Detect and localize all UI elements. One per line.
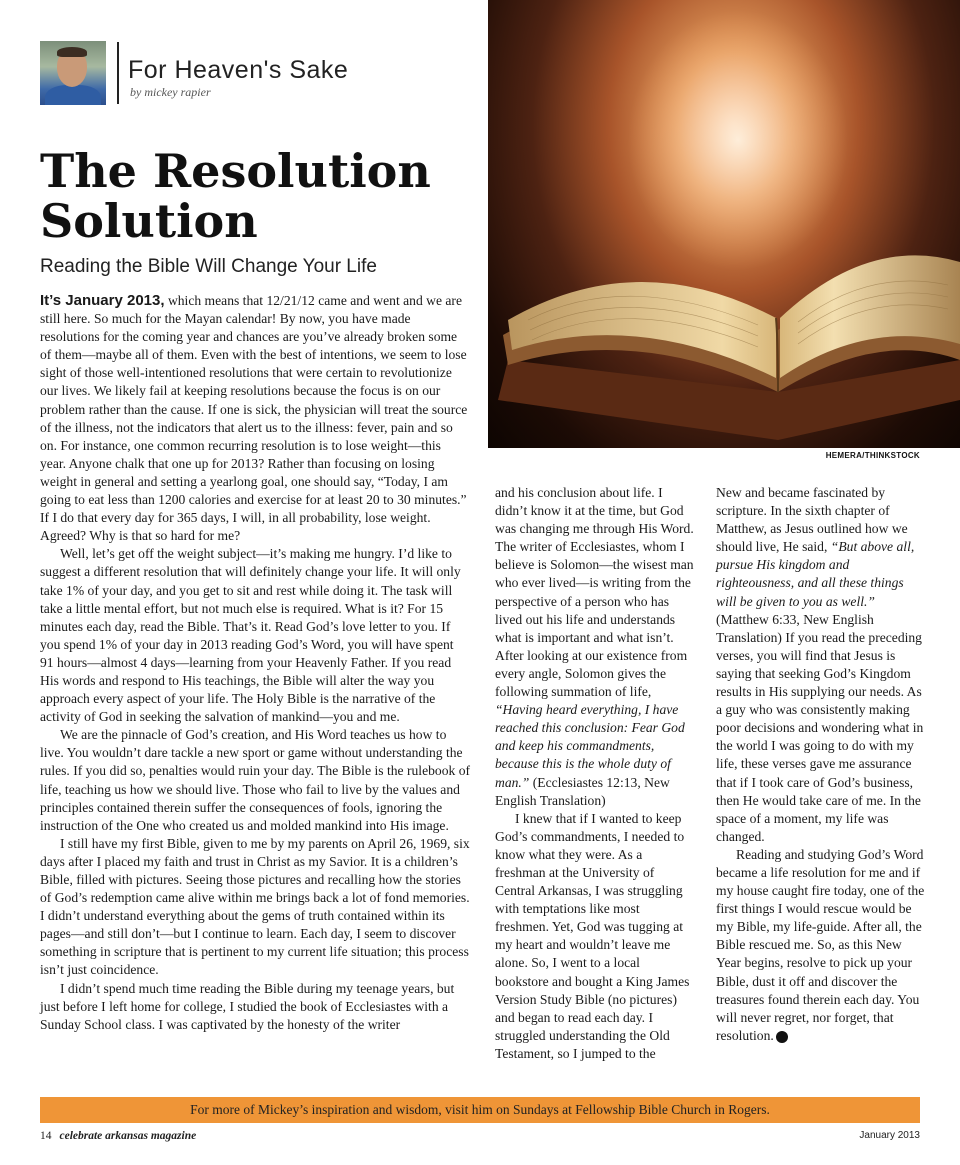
- paragraph: [716, 484, 926, 846]
- paragraph: We are the pinnacle of God’s creation, and His Word teaches us how to live. You wouldn’t dare tackle a new sport or game without understanding the rules. If you did so, penalties would ruin your day. The Bible is the rulebook of life, teaching us how we should live. Those who fail to live by the values and principles contained therein suffer the consequences of fools, ignoring the instruction of the One who created us and molded mankind into His image.: [40, 727, 471, 833]
- paragraph: I knew that if I wanted to keep God’s commandments, I needed to know what they were. As a freshman at the University of Central Arkansas, I was struggling with temptations like most freshmen. Yet, God was tugging at my heart and wouldn’t leave me alone. So, I went to a local bookstore and bought a King James Version Study Bible (no pictures) and began to read each day. I struggled understanding the Old Testament, so I jumped to the: [495, 810, 690, 1061]
- end-mark-icon: ✦: [776, 1031, 788, 1043]
- paragraph: I still have my first Bible, given to me by my parents on April 26, 1969, six days after I placed my faith and trust in Christ as my Savior. It is a children’s Bible, filled with pictures. Seeing those pictures and recalling how the stories of God’s redemption came alive within me brings back a lot of fond memories. I didn’t understand everything about the gems of truth contained within its pages—and still don’t—but I continue to learn. Each day, I seem to discover something in scripture that is pertinent to my current life situation; this process isn’t just coincidence.: [40, 835, 470, 978]
- body-column-2: [495, 484, 695, 1063]
- paragraph: [716, 846, 926, 1045]
- scripture-quote: “Having heard everything, I have reached this conclusion: Fear God and keep his commandments, because this is the whole duty of man.”: [495, 702, 685, 790]
- body-column-3: [716, 484, 926, 1045]
- paragraph: Well, let’s get off the weight subject—it’s making me hungry. I’d like to suggest a different resolution that will definitely change your life. It will only take 1% of your day, and you get to sit and rest while doing it. The task will take a little mental effort, but not much else is required. What is it? For 15 minutes each day, read the Bible. That’s it. Read God’s love letter to you. If you spend 1% of your day in 2013 reading God’s Word, you will have spent 91 hours—almost 4 days—learning from your Heavenly Father. If you read His words and respond to His teachings, the Bible will alter the way you approach every aspect of your life. The Holy Bible is the narrative of the activity of God in seeking the salvation of mankind—you and me.: [40, 546, 461, 725]
- paragraph-text: which means that 12/21/12 came and went and we are still here. So much for the Mayan calendar! By now, you have made resolutions for the coming year and chances are you’ve already broken some of them—maybe all of them. Even with the best of intentions, we seem to lose sight of those well-intentioned resolutions that were certain to revolutionize our lives. We likely fail at keeping resolutions because the focus is on our problem rather than the cause. If one is sick, the physician will treat the source of the illness, not the indicators that alert us to the illness: fever, pain and so on. For instance, one common recurring resolution is to lose weight—this year. Anyone chalk that one up for 2013? Rather than focusing on losing weight in general and setting a yearlong goal, one should say, “Today, I am going to eat less than 1200 calories and exercise for at least 20 to 30 minutes.” If I do that every day for 365 days, I will, in all probability, lose weight. Agreed? Why is that so hard for me?: [40, 293, 468, 544]
- paragraph-text: (Matthew 6:33, New English Translation) If you read the preceding verses, you will find that Jesus is saying that seeking God’s Kingdom results in His supplying our needs. As a guy who was consistently making poor decisions and wondering what in the world I was going to do with my life, these verses gave me assurance that if I took care of God’s business, then He would take care of me. In the space of a moment, my life was changed.: [716, 611, 924, 844]
- page-footer: [40, 1130, 196, 1142]
- citation: (Ecclesiastes 12:13, New English Translation): [495, 774, 670, 808]
- column-name: For Heaven's Sake: [128, 56, 349, 84]
- paragraph-text: and his conclusion about life. I didn’t know it at the time, but God was changing me through His Word. The writer of Ecclesiastes, whom I believe is Solomon—the wisest man who ever lived—is writing from the perspective of a person who has lived out his life and understands what is important and what isn’t. After looking at our existence from every angle, Solomon gives the following summation of life,: [495, 485, 694, 700]
- magazine-name: celebrate arkansas magazine: [59, 1130, 197, 1142]
- paragraph: [495, 484, 695, 810]
- paragraph: [40, 292, 470, 545]
- scripture-quote: “But above all, pursue His kingdom and righteousness, and all these things will be given to you as well.”: [716, 539, 915, 609]
- paragraph-text: Reading and studying God’s Word became a life resolution for me and if my house caught fire today, one of the first things I would rescue would be my Bible, my life-guide. After all, the Bible rescued me. So, as this New Year begins, resolve to pick up your Bible, dust it off and discover the treasures found therein each day. You will never regret, nor forget, that resolution.: [716, 846, 925, 1043]
- author-photo: [40, 41, 106, 105]
- issue-date: January 2013: [859, 1130, 920, 1141]
- article-subtitle: Reading the Bible Will Change Your Life: [40, 256, 377, 277]
- body-column-1: [40, 292, 470, 1034]
- open-bible-photo: [488, 0, 960, 448]
- header-divider: [117, 42, 119, 104]
- paragraph: I didn’t spend much time reading the Bible during my teenage years, but just before I left home for college, I studied the book of Ecclesiastes with a Sunday School class. I was captivated by the honesty of the writer: [40, 980, 455, 1032]
- promo-banner: For more of Mickey’s inspiration and wisdom, visit him on Sundays at Fellowship Bible Church in Rogers.: [40, 1097, 920, 1123]
- lead-in: It’s January 2013,: [40, 292, 165, 309]
- article-title: The Resolution Solution: [40, 144, 431, 248]
- paragraph-text: New and became fascinated by scripture. In the sixth chapter of Matthew, as Jesus outlined how we should live, He said,: [716, 485, 908, 555]
- page-number: 14: [40, 1130, 52, 1142]
- byline: by mickey rapier: [130, 85, 211, 99]
- photo-credit: HEMERA/THINKSTOCK: [825, 451, 920, 460]
